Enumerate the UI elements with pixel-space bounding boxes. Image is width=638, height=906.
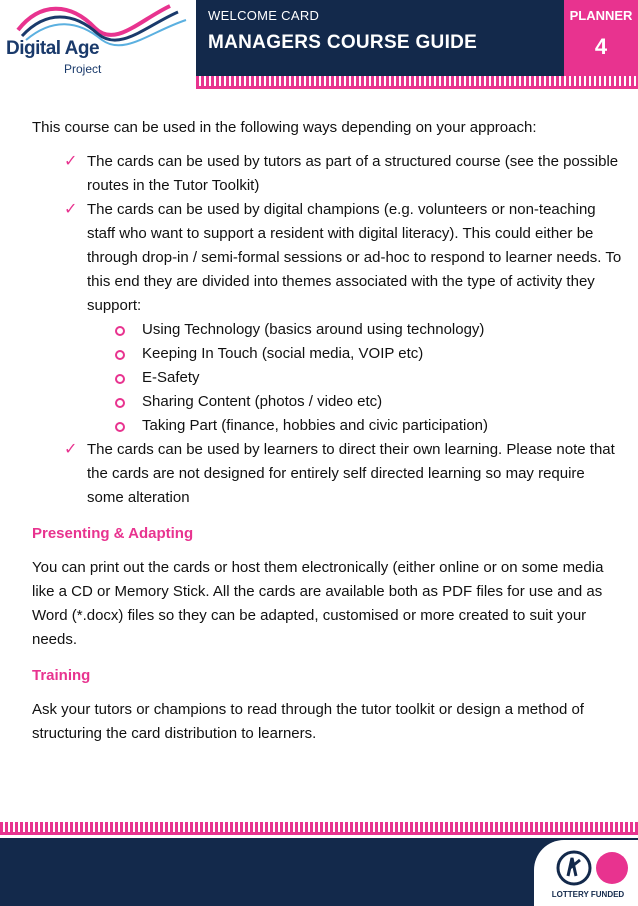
circle-bullet-icon	[115, 398, 125, 408]
card-type: WELCOME CARD	[208, 8, 320, 23]
training-text: Ask your tutors or champions to read through the tutor toolkit or design a method of structuring the card distribution to learners.	[32, 701, 584, 742]
theme-list	[87, 318, 622, 438]
header-rule	[196, 86, 638, 89]
theme-text: Taking Part (finance, hobbies and civic participation)	[142, 417, 489, 434]
checkmark-icon: ✓	[64, 153, 78, 170]
title-banner	[196, 0, 564, 76]
theme-text: Keeping In Touch (social media, VOIP etc)	[142, 345, 424, 362]
intro-text: This course can be used in the following ways depending on your approach:	[32, 119, 537, 136]
presenting-text: You can print out the cards or host them electronically (either online or on some media like a CD or Memory Stick. All the cards are available both as PDF files for use and as Word (*.docx) files so they can be adapted, customised or more created to suit your needs.	[32, 559, 604, 648]
lottery-logo	[534, 840, 638, 906]
list-item-text: The cards can be used by learners to direct their own learning. Please note that the cards are not designed for entirely self directed learning so may require some alteration	[87, 441, 615, 506]
checkmark-icon: ✓	[64, 441, 78, 458]
circle-bullet-icon	[115, 326, 125, 336]
theme-text: E-Safety	[142, 369, 200, 386]
header-stripe	[196, 76, 638, 86]
theme-item	[87, 342, 622, 366]
presenting-heading: Presenting & Adapting	[32, 525, 194, 542]
theme-item	[87, 318, 622, 342]
usage-list	[32, 150, 622, 510]
circle-bullet-icon	[115, 374, 125, 384]
page-header	[0, 0, 638, 92]
theme-text: Sharing Content (photos / video etc)	[142, 393, 383, 410]
training-heading: Training	[32, 667, 91, 684]
logo-name: Digital Age	[6, 38, 100, 59]
list-item-text: The cards can be used by digital champions (e.g. volunteers or non-teaching staff who want to support a resident with digital literacy). This could either be through drop-in / semi-formal sessions or ad-hoc to respond to learner needs. To this end they are divided into themes associated with the type of activity they support:	[87, 201, 622, 314]
theme-item	[87, 414, 622, 438]
lottery-crossed-fingers-icon	[552, 846, 632, 890]
digital-age-logo	[0, 0, 196, 84]
main-content	[32, 116, 622, 756]
logo-subtitle: Project	[64, 62, 102, 76]
footer-stripe	[0, 822, 638, 832]
page-title: MANAGERS COURSE GUIDE	[208, 32, 478, 53]
planner-label: PLANNER	[569, 8, 633, 23]
checkmark-icon: ✓	[64, 201, 78, 218]
theme-text: Using Technology (basics around using technology)	[142, 321, 485, 338]
theme-item	[87, 390, 622, 414]
lottery-label: LOTTERY FUNDED	[551, 890, 625, 899]
footer-rule	[0, 832, 638, 835]
list-item	[32, 438, 622, 510]
list-item	[32, 198, 622, 438]
circle-bullet-icon	[115, 422, 125, 432]
planner-number: 4	[594, 34, 608, 59]
list-item	[32, 150, 622, 198]
planner-badge	[564, 0, 638, 76]
circle-bullet-icon	[115, 350, 125, 360]
page-footer	[0, 838, 638, 906]
list-item-text: The cards can be used by tutors as part of a structured course (see the possible routes in the Tutor Toolkit)	[87, 153, 619, 194]
theme-item	[87, 366, 622, 390]
